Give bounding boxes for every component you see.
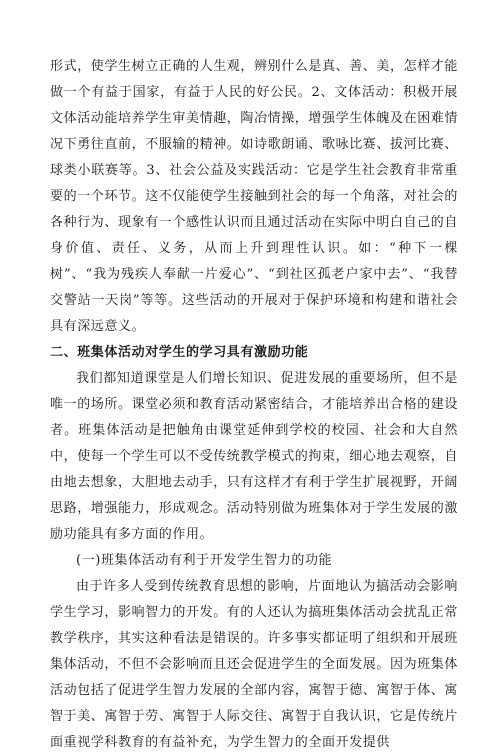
document-page xyxy=(50,54,458,756)
section-heading: 二、班集体活动对学生的学习具有激励功能 xyxy=(50,345,309,360)
subsection-heading: (一)班集体活动有利于开发学生智力的功能 xyxy=(76,553,333,568)
body-paragraph: 我们都知道课堂是人们增长知识、促进发展的重要场所，但不是唯一的场所。课堂必须和教育活动紧密结合，才能培养出合格的建设者。班集体活动是把触角由课堂延伸到学校的校园、社会和大自然中，使每一个学生可以不受传统教学模式的拘束，细心地去观察，自由地去想象，大胆地去动手，只有这样才有利于学生扩展视野，开阔思路，增强能力，形成观念。活动特别做为班集体对于学生发展的激励功能具有多方面的作用。 xyxy=(50,371,459,542)
body-paragraph: 由于许多人受到传统教育思想的影响，片面地认为搞活动会影响学生学习，影响智力的开发。有的人还认为搞班集体活动会扰乱正常教学秩序，其实这种看法是错误的。许多事实都证明了组织和开展班集体活动，不但不会影响而且还会促进学生的全面发展。因为班集体活动包括了促进学生智力发展的全部内容，寓智于德、寓智于体、寓智于美、寓智于劳、寓智于人际交往、寓智于自我认识，它是传统片面重视学科教育的有益补充，为学生智力的全面开发提供 xyxy=(50,579,459,750)
body-paragraph: 形式，使学生树立正确的人生观，辨别什么是真、善、美，怎样才能做一个有益于国家，有益于人民的好公民。2、文体活动：积极开展文体活动能培养学生审美情趣，陶冶情操，增强学生体魄及在困难情况下勇往直前，不服输的精神。如诗歌朗诵、歌咏比赛、拔河比赛、球类小联赛等。3、社会公益及实践活动：它是学生社会教育非常重要的一个环节。这不仅能使学生接触到社会的每一个角落，对社会的各种行为、现象有一个感性认识而且通过活动在实际中明白自己的自身价值、责任、义务，从而上升到理性认识。如：“种下一棵树”、“我为残疾人奉献一片爱心”、“到社区孤老户家中去”、“我替交警站一天岗”等等。这些活动的开展对于保护环境和构建和谐社会具有深远意义。 xyxy=(50,59,459,334)
